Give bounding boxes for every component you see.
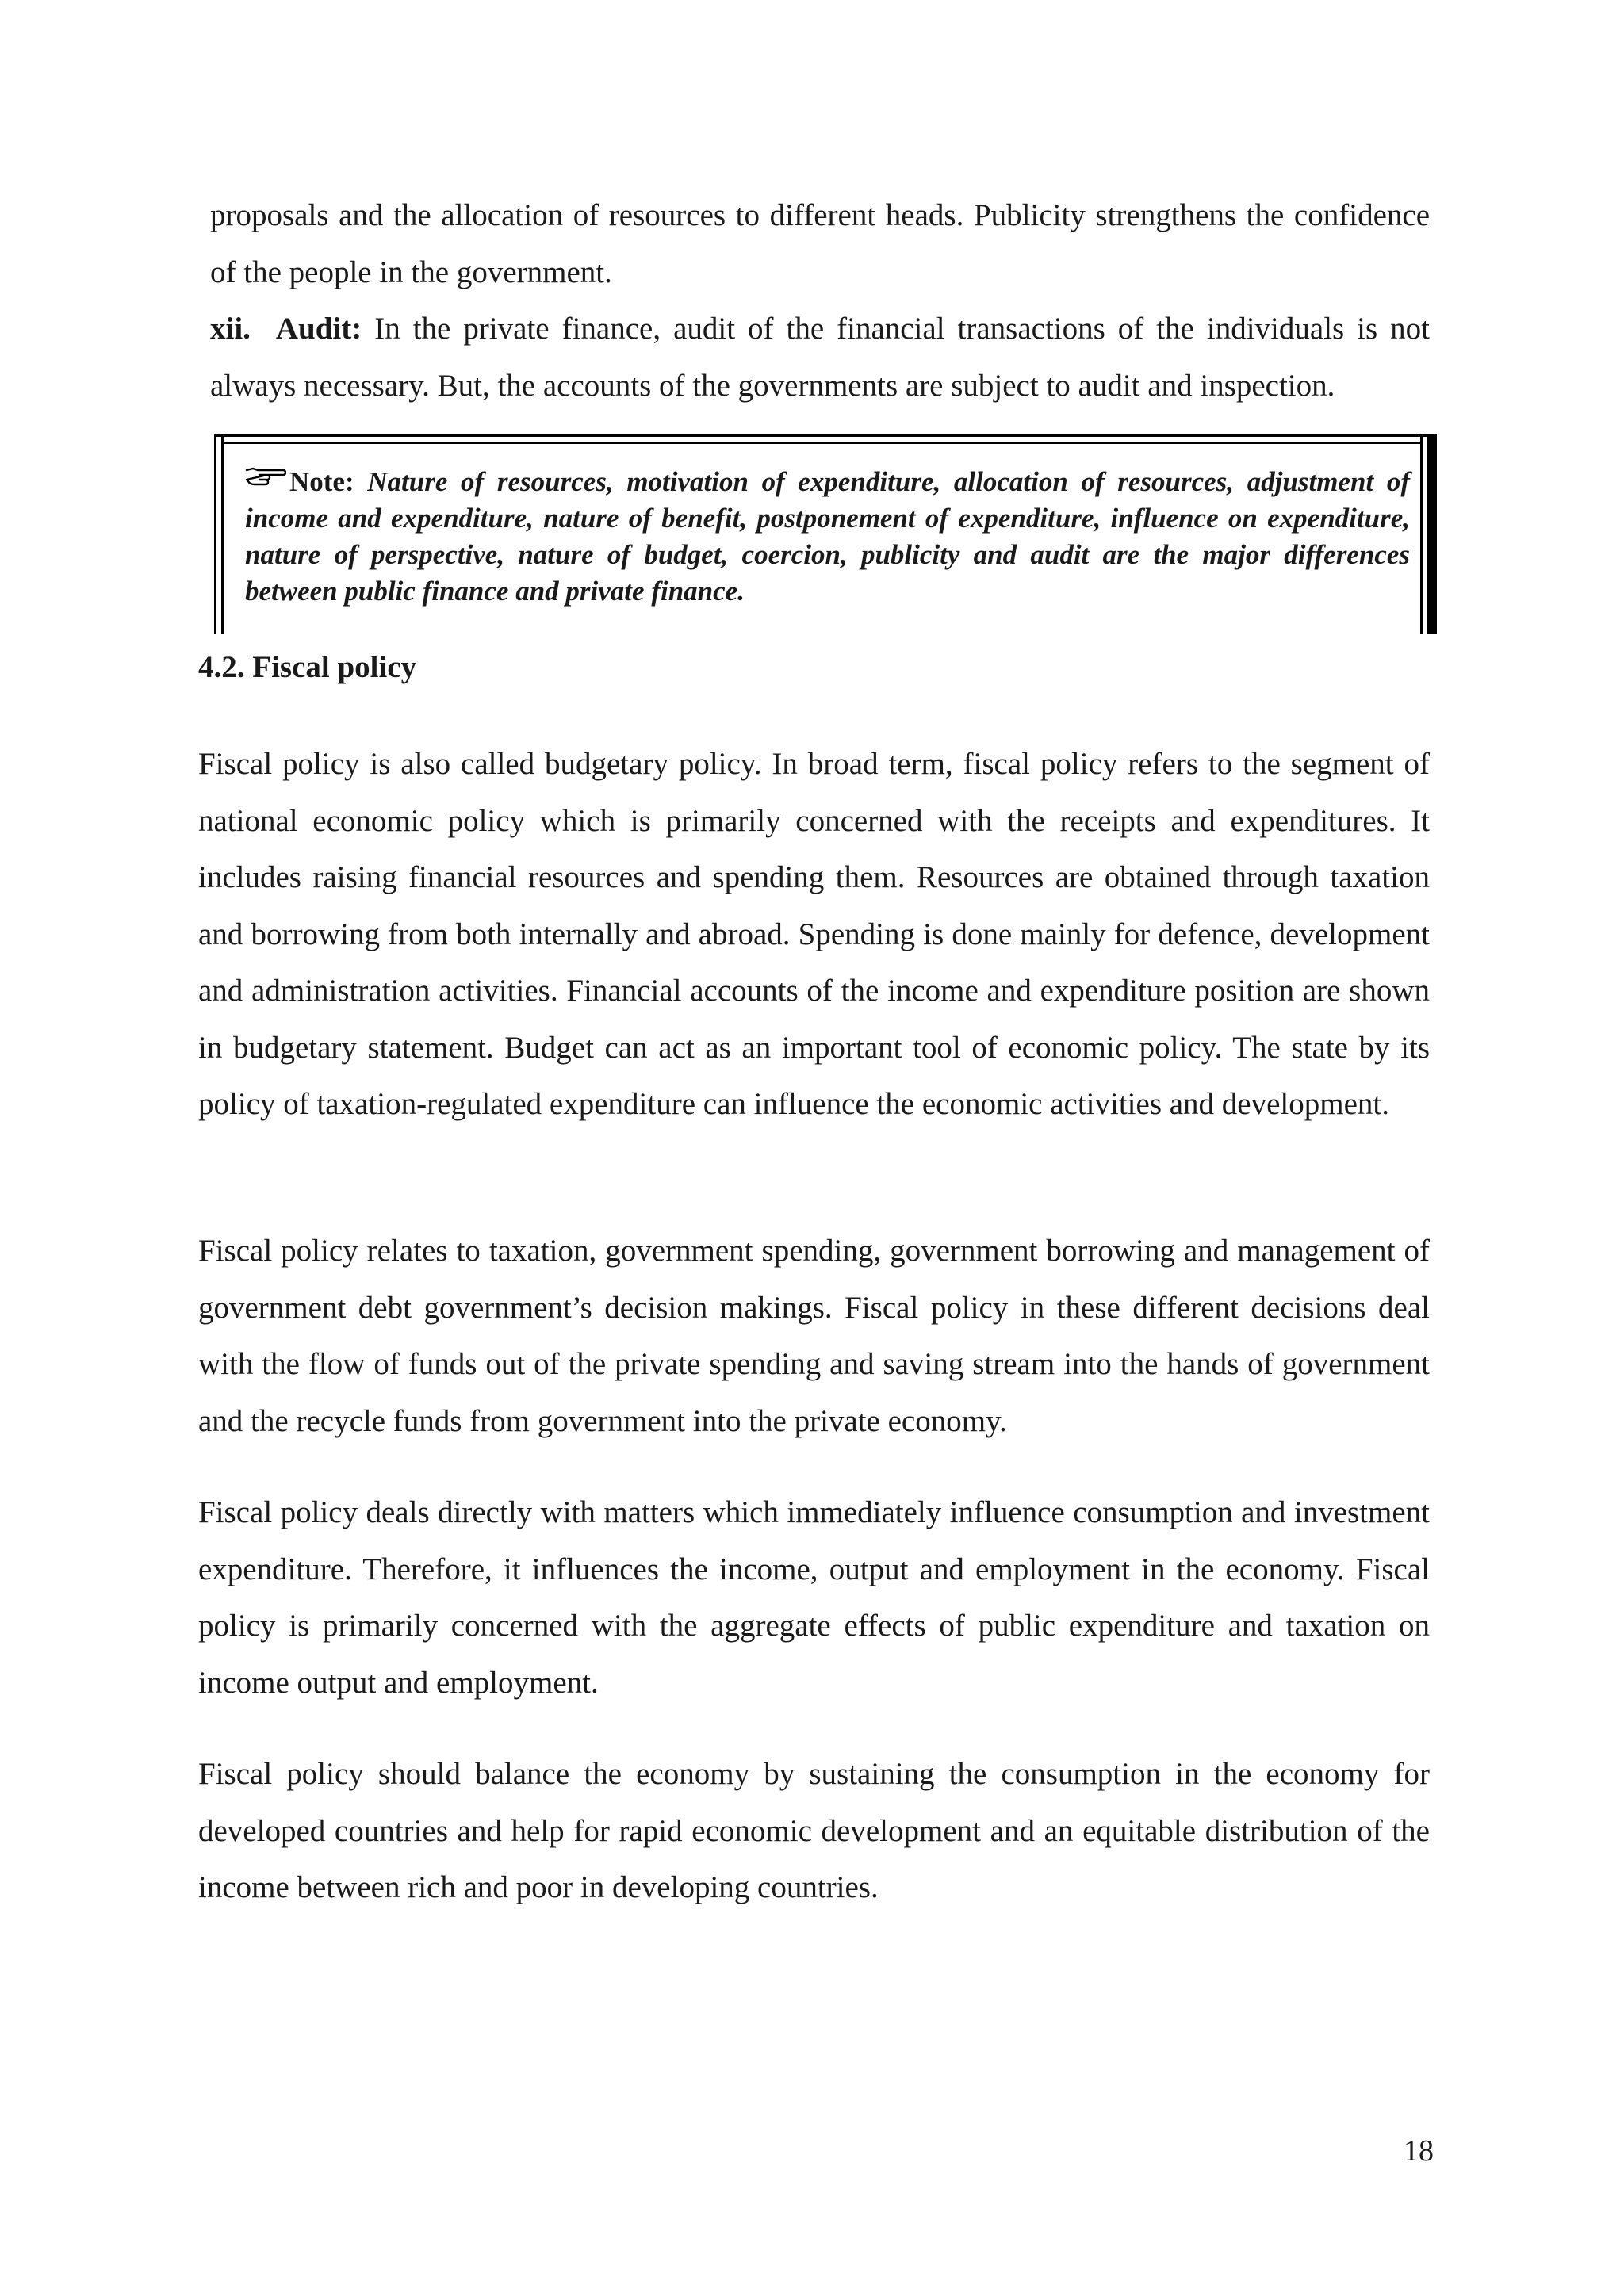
pointing-hand-icon (245, 465, 286, 488)
paragraph-fiscal-intro: Fiscal policy is also called budgetary policy. In broad term, fiscal policy refers to the segment of national economic policy which is primarily concerned with the receipts and expenditures. It includes raising financial resources and spending them. Resources are obtained through taxation and borrowing from both internally and abroad. Spending is done mainly for defence, development and administration activities. Financial accounts of the income and expenditure position are shown in budgetary statement. Budget can act as an important tool of economic policy. The state by its policy of taxation-regulated expenditure can influence the economic activities and development. (198, 747, 1430, 1121)
page-number: 18 (1404, 2134, 1434, 2168)
continuation-paragraph: proposals and the allocation of resources to different heads. Publicity strengthens the confidence of the people in the government. (210, 198, 1430, 289)
audit-item-text: In the private finance, audit of the financial transactions of the individuals is not always necessary. But, the accounts of the governments are subject to audit and inspection. (210, 312, 1431, 403)
section-heading: 4.2. Fiscal policy (198, 650, 417, 684)
paragraph-fiscal-relations: Fiscal policy relates to taxation, government spending, government borrowing and management of government debt government’s decision makings. Fiscal policy in these different decisions deal with the flow of funds out of the private spending and saving stream into the hands of government and the recycle funds from government into the private economy. (198, 1234, 1430, 1438)
paragraph-fiscal-balance: Fiscal policy should balance the economy by sustaining the consumption in the economy for developed countries and help for rapid economic development and an equitable distribution of the income between rich and poor in developing countries. (198, 1757, 1430, 1904)
top-text-block (210, 187, 1430, 414)
note-box (214, 434, 1437, 634)
note-label: Note: (289, 466, 354, 497)
paragraph-fiscal-consumption: Fiscal policy deals directly with matters which immediately influence consumption and investment expenditure. Therefore, it influences the income, output and employment in the economy. Fiscal policy is primarily concerned with the aggregate effects of public expenditure and taxation on income output and employment. (198, 1495, 1430, 1700)
audit-item-label: Audit: (275, 312, 362, 346)
audit-item-number: xii. (210, 312, 251, 346)
audit-list-item (210, 300, 1430, 414)
note-text: Nature of resources, motivation of expenditure, allocation of resources, adjustment of income and expenditure, nature of benefit, postponement of expenditure, influence on expenditure, nature of perspective, nature of budget, coercion, publicity and audit are the major differences between public finance and private finance. (245, 466, 1410, 607)
note-paragraph (245, 464, 1410, 610)
